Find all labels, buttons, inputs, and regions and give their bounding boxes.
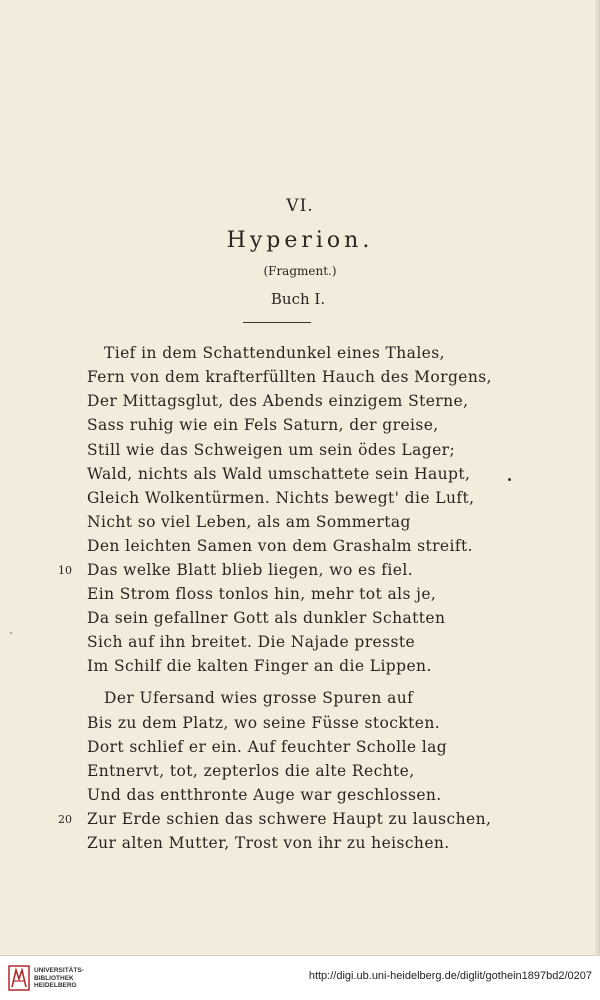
library-name — [34, 967, 84, 990]
library-footer — [0, 955, 600, 1000]
ink-speck — [10, 632, 12, 634]
verse-line: Tief in dem Schattendunkel eines Thales, — [104, 344, 445, 362]
verse-line: Das welke Blatt blieb liegen, wo es fiel. — [87, 561, 414, 579]
verse-line: Nicht so viel Leben, als am Sommertag — [87, 513, 411, 531]
verse-line: Und das entthronte Auge war geschlossen. — [87, 786, 442, 804]
university-library-logo-icon — [8, 965, 30, 991]
verse-line: Der Mittagsglut, des Abends einzigem Sterne, — [87, 392, 469, 410]
verse-line: Still wie das Schweigen um sein ödes Lager; — [87, 441, 456, 459]
line-number: 20 — [58, 813, 72, 826]
poem-subtitle: (Fragment.) — [263, 264, 337, 278]
verse-line: Gleich Wolkentürmen. Nichts bewegt' die Luft, — [87, 489, 475, 507]
verse-line: Wald, nichts als Wald umschattete sein Haupt, — [87, 465, 471, 483]
page-edge-shadow — [594, 0, 600, 955]
verse-line: Sich auf ihn breitet. Die Najade presste — [87, 633, 416, 651]
verse-line: Den leichten Samen von dem Grashalm streift. — [87, 537, 473, 555]
verse-line: Entnervt, tot, zepterlos die alte Rechte, — [87, 762, 415, 780]
verse-line: Bis zu dem Platz, wo seine Füsse stockten. — [87, 714, 441, 732]
book-heading: Buch I. — [270, 290, 326, 308]
library-name-line: BIBLIOTHEK — [34, 974, 74, 982]
verse-line: Ein Strom floss tonlos hin, mehr tot als je, — [87, 585, 437, 603]
verse-line: Zur Erde schien das schwere Haupt zu lauschen, — [87, 810, 492, 828]
verse-line: Sass ruhig wie ein Fels Saturn, der greise, — [87, 416, 439, 434]
ink-speck — [508, 478, 511, 481]
verse-line: Zur alten Mutter, Trost von ihr zu heischen. — [87, 834, 450, 852]
verse-line: Dort schlief er ein. Auf feuchter Scholle lag — [87, 738, 448, 756]
verse-line: Da sein gefallner Gott als dunkler Schatten — [87, 609, 446, 627]
verse-line: Im Schilf die kalten Finger an die Lippen. — [87, 657, 432, 675]
poem-title: Hyperion. — [226, 228, 374, 253]
source-url-link[interactable]: http://digi.ub.uni-heidelberg.de/diglit/gothein1897bd2/0207 — [308, 970, 592, 982]
verse-line: Fern von dem krafterfüllten Hauch des Morgens, — [87, 368, 492, 386]
verse-line: Der Ufersand wies grosse Spuren auf — [104, 689, 414, 707]
library-name-line: HEIDELBERG — [34, 982, 77, 989]
chapter-numeral: VI. — [286, 196, 314, 216]
heading-divider — [243, 322, 311, 323]
line-number: 10 — [58, 564, 72, 577]
library-name-line: UNIVERSITÄTS- — [34, 967, 84, 974]
